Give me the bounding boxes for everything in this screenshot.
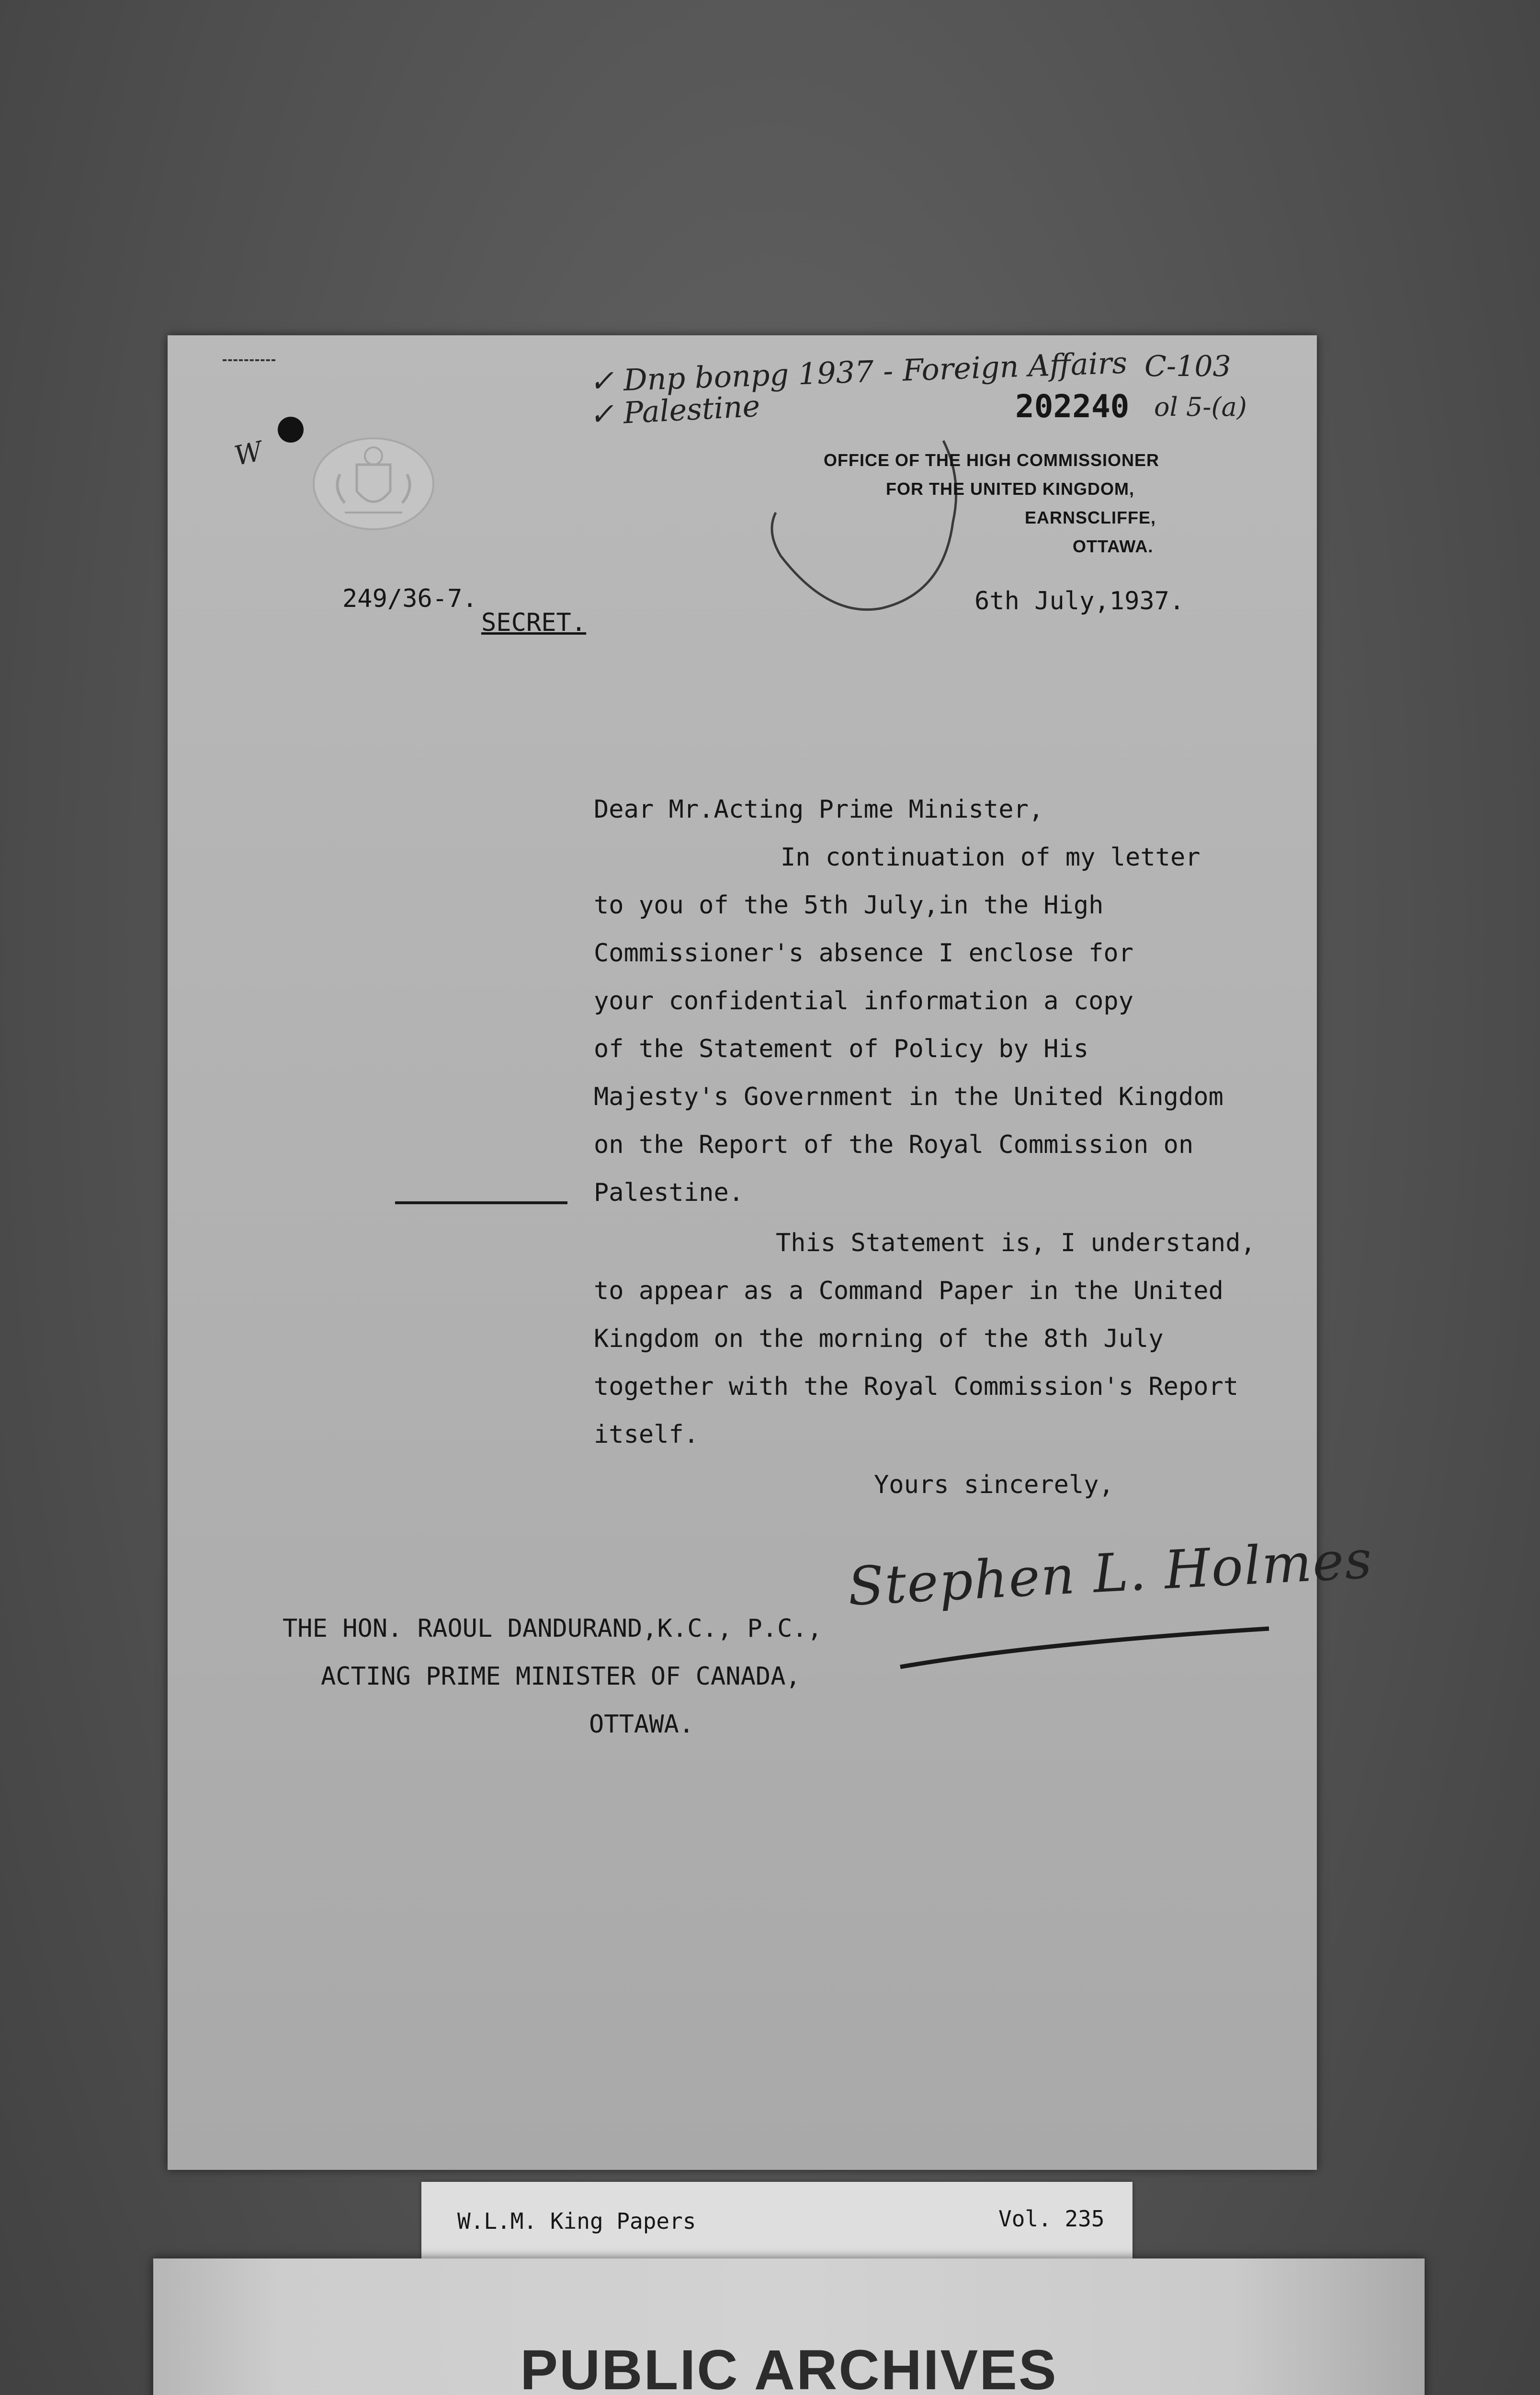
archive-title-english: PUBLIC ARCHIVES	[520, 2338, 1058, 2395]
embossed-crest-seal	[311, 436, 436, 532]
document-number-stamp: 202240	[1015, 388, 1130, 425]
body-line: your confidential information a copy	[594, 987, 1134, 1015]
body-line: itself.	[594, 1420, 699, 1449]
margin-rule	[395, 1201, 567, 1204]
margin-mark: W	[231, 435, 265, 472]
body-line: Commissioner's absence I enclose for	[594, 939, 1134, 968]
classification-secret: SECRET.	[481, 608, 587, 637]
volume-number: Vol. 235	[998, 2206, 1105, 2232]
archives-identification-card	[153, 2258, 1425, 2395]
collection-name: W.L.M. King Papers	[457, 2208, 696, 2234]
addressee-line: ACTING PRIME MINISTER OF CANADA,	[321, 1662, 801, 1691]
collection-label	[421, 2182, 1132, 2258]
handwritten-subject-note: ✓ Palestine	[588, 388, 761, 433]
body-line: of the Statement of Policy by His	[594, 1035, 1089, 1063]
handwritten-file-note: ✓ Dnp bonpg 1937 - Foreign Affairs	[589, 345, 1128, 399]
letterhead-line-1: OFFICE OF THE HIGH COMMISSIONER	[824, 450, 1160, 470]
body-line: on the Report of the Royal Commission on	[594, 1130, 1194, 1159]
corner-mark	[223, 359, 275, 364]
signature: Stephen L. Holmes	[846, 1528, 1374, 1618]
signature-underline	[895, 1609, 1279, 1676]
letterhead-line-4: OTTAWA.	[1073, 536, 1154, 556]
closing: Yours sincerely,	[874, 1471, 1114, 1499]
body-line: This Statement is, I understand,	[776, 1229, 1256, 1257]
letter-date: 6th July,1937.	[974, 587, 1185, 616]
body-line: Palestine.	[594, 1178, 744, 1207]
salutation: Dear Mr.Acting Prime Minister,	[594, 795, 1044, 824]
body-line: to appear as a Command Paper in the United	[594, 1277, 1223, 1305]
body-line: Kingdom on the morning of the 8th July	[594, 1324, 1164, 1353]
reference-number: 249/36-7.	[342, 584, 477, 613]
punch-hole	[278, 417, 304, 443]
body-line: Majesty's Government in the United Kingdom	[594, 1083, 1223, 1111]
handwritten-number-suffix: ol 5-(a)	[1154, 392, 1247, 422]
letterhead-line-3: EARNSCLIFFE,	[1025, 508, 1156, 527]
addressee-line: OTTAWA.	[589, 1710, 694, 1739]
letter-page	[168, 335, 1374, 2170]
letterhead-line-2: FOR THE UNITED KINGDOM,	[886, 479, 1134, 499]
addressee-line: THE HON. RAOUL DANDURAND,K.C., P.C.,	[283, 1614, 823, 1643]
body-line: together with the Royal Commission's Report	[594, 1372, 1239, 1401]
handwritten-file-code: C-103	[1144, 350, 1231, 383]
body-line: In continuation of my letter	[781, 843, 1200, 872]
body-line: to you of the 5th July,in the High	[594, 891, 1104, 920]
